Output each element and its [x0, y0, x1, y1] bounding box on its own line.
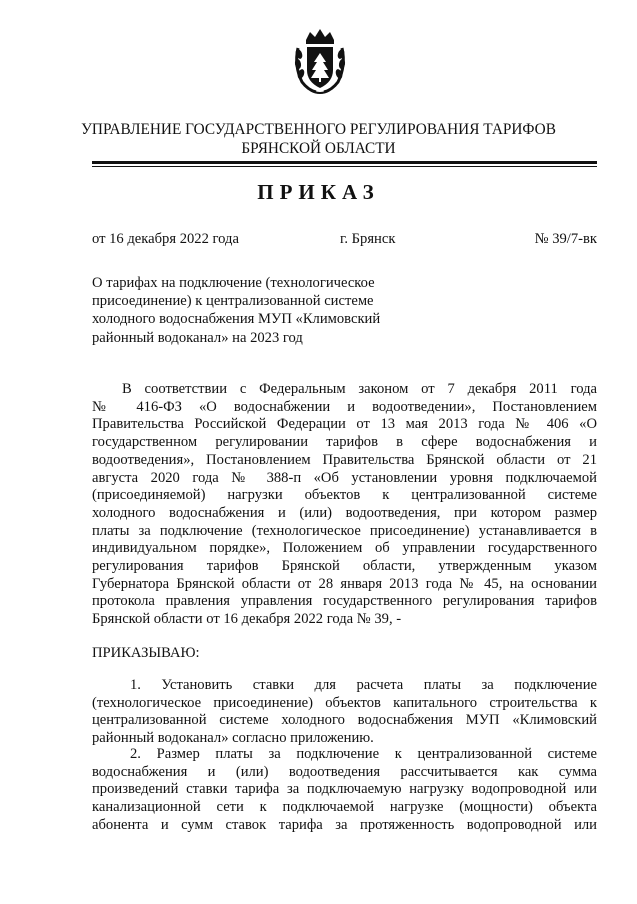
preamble-line: протокола правления управления государственного регулирования тарифов	[92, 593, 597, 610]
document-title: ПРИКАЗ	[257, 180, 380, 204]
preamble-paragraph	[92, 381, 597, 629]
item-line: водоснабжения и (или) водоотведения рассчитывается как сумма	[92, 763, 597, 780]
authority-name-line1: УПРАВЛЕНИЕ ГОСУДАРСТВЕННОГО РЕГУЛИРОВАНИЯ ТАРИФОВ	[81, 121, 556, 138]
issuing-authority	[0, 120, 637, 158]
item-line: абонента и сумм ставок тарифа за протяженность водопроводной или	[92, 816, 597, 833]
item-line: районный водоканал» согласно приложению.	[92, 730, 374, 747]
item-line: централизованной системе холодного водоснабжения МУП «Климовский	[92, 712, 597, 729]
document-subject	[92, 274, 412, 347]
preamble-line: (присоединяемой) нагрузки объектов к централизованной системе	[92, 487, 597, 504]
subject-line: холодного водоснабжения МУП «Климовский	[92, 311, 381, 328]
item-line: канализационной сети к подключаемой нагрузке (мощности) объекта	[92, 799, 597, 816]
document-number: № 39/7-вк	[534, 231, 597, 247]
preamble-line: индивидуальном порядке», Положением об управлении государственного	[92, 540, 597, 557]
item-line: 2. Размер платы за подключение к централизованной системе	[130, 746, 597, 762]
preamble-line: государственном регулировании тарифов в сфере водоснабжения и	[92, 434, 597, 451]
item-line: произведений ставки тарифа за подключаемую нагрузку водопроводной или	[92, 781, 597, 798]
item-line: 1. Установить ставки для расчета платы за подключение	[130, 677, 597, 693]
preamble-line: холодного водоснабжения и (или) водоотведения, при котором размер	[92, 504, 597, 521]
authority-name-line2: БРЯНСКОЙ ОБЛАСТИ	[241, 140, 396, 157]
preamble-line: платы за подключение (технологическое присоединение) устанавливается в	[92, 522, 597, 539]
subject-line: присоединение) к централизованной системе	[92, 293, 374, 310]
preamble-line: регулирования тарифов Брянской области, утвержденным указом	[92, 558, 597, 575]
preamble-line: августа 2020 года № 388-п «Об установлении уровня подключаемой	[92, 469, 597, 486]
order-item-2	[92, 746, 597, 835]
order-item-1	[92, 677, 597, 748]
preamble-line: Правительства Российской Федерации от 13 мая 2013 года № 406 «О	[92, 416, 597, 433]
order-directive: ПРИКАЗЫВАЮ:	[92, 645, 200, 661]
document-place: г. Брянск	[340, 231, 396, 247]
header-divider-thin	[92, 166, 597, 167]
subject-line: О тарифах на подключение (технологическое	[92, 275, 375, 291]
preamble-line: Брянской области от 16 декабря 2022 года № 39, -	[92, 611, 402, 628]
subject-line: районный водоканал» на 2023 год	[92, 329, 303, 346]
preamble-line: В соответствии с Федеральным законом от 7 декабря 2011 года	[122, 381, 597, 397]
header-divider-thick	[92, 161, 597, 164]
item-line: (технологическое присоединение) объектов капитального строительства к	[92, 694, 597, 711]
document-date: от 16 декабря 2022 года	[92, 231, 239, 247]
preamble-line: Губернатора Брянской области от 28 января 2013 года № 45, на основании	[92, 575, 597, 592]
preamble-line: № 416-ФЗ «О водоснабжении и водоотведении», Постановлением	[92, 398, 597, 415]
bryansk-coat-of-arms-icon	[292, 26, 348, 98]
preamble-line: водоотведения», Постановлением Правительства Брянской области от 21	[92, 451, 597, 468]
